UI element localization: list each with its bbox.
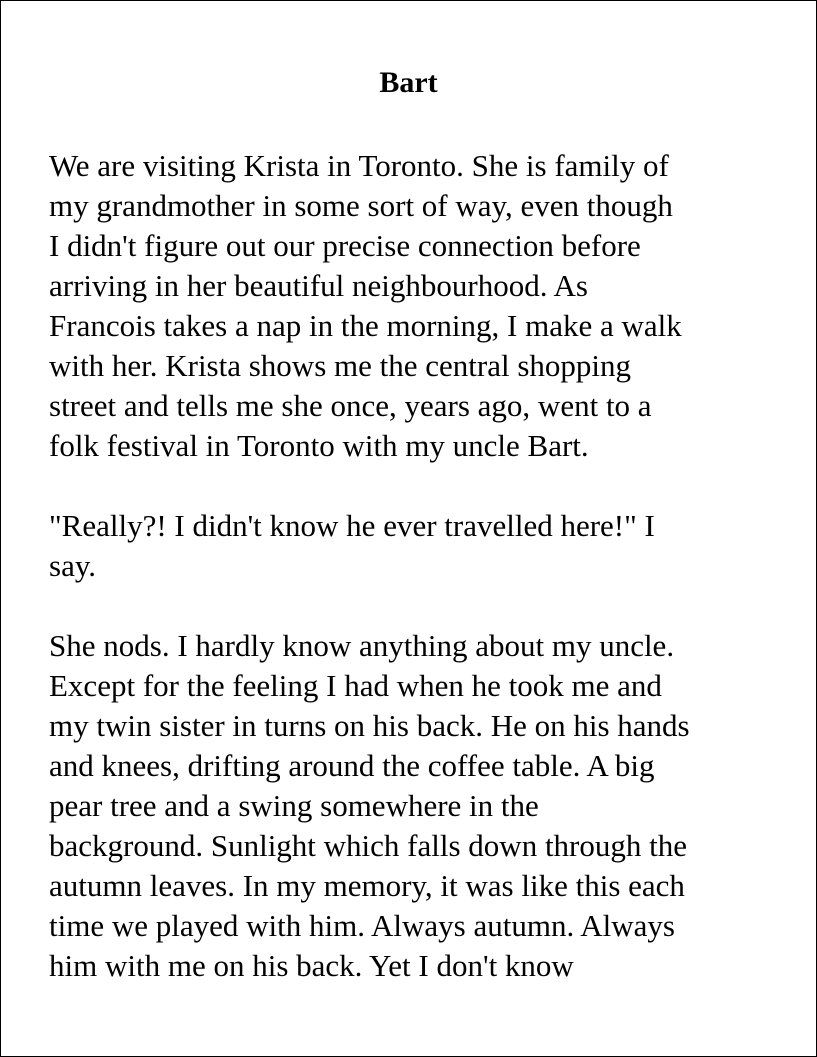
text-line: with her. Krista shows me the central shopping bbox=[49, 348, 632, 383]
text-line: arriving in her beautiful neighbourhood. As bbox=[49, 268, 588, 303]
text-line: street and tells me she once, years ago, went to a bbox=[49, 388, 652, 423]
text-line: and knees, drifting around the coffee table. A big bbox=[49, 748, 655, 783]
document-body bbox=[49, 146, 771, 986]
text-line: autumn leaves. In my memory, it was like this each bbox=[49, 868, 685, 903]
text-line: background. Sunlight which falls down through the bbox=[49, 828, 687, 863]
text-line: We are visiting Krista in Toronto. She is family of bbox=[49, 148, 669, 183]
paragraph-spacer bbox=[49, 466, 771, 506]
text-line: "Really?! I didn't know he ever travelled here!" I bbox=[49, 508, 655, 543]
text-line: She nods. I hardly know anything about my uncle. bbox=[49, 628, 675, 663]
text-line: Except for the feeling I had when he took me and bbox=[49, 668, 662, 703]
paragraph bbox=[49, 146, 771, 466]
text-line: I didn't figure out our precise connection before bbox=[49, 228, 641, 263]
text-line: pear tree and a swing somewhere in the bbox=[49, 788, 539, 823]
paragraph bbox=[49, 506, 771, 586]
document-title: Bart bbox=[379, 66, 438, 99]
text-line: say. bbox=[49, 548, 97, 583]
text-line: my twin sister in turns on his back. He on his hands bbox=[49, 708, 690, 743]
text-line: Francois takes a nap in the morning, I make a walk bbox=[49, 308, 682, 343]
paragraph bbox=[49, 626, 771, 986]
text-line: time we played with him. Always autumn. Always bbox=[49, 908, 675, 943]
text-line: him with me on his back. Yet I don't know bbox=[49, 948, 574, 983]
paragraph-spacer bbox=[49, 586, 771, 626]
text-line: my grandmother in some sort of way, even though bbox=[49, 188, 673, 223]
text-line: folk festival in Toronto with my uncle Bart. bbox=[49, 428, 589, 463]
